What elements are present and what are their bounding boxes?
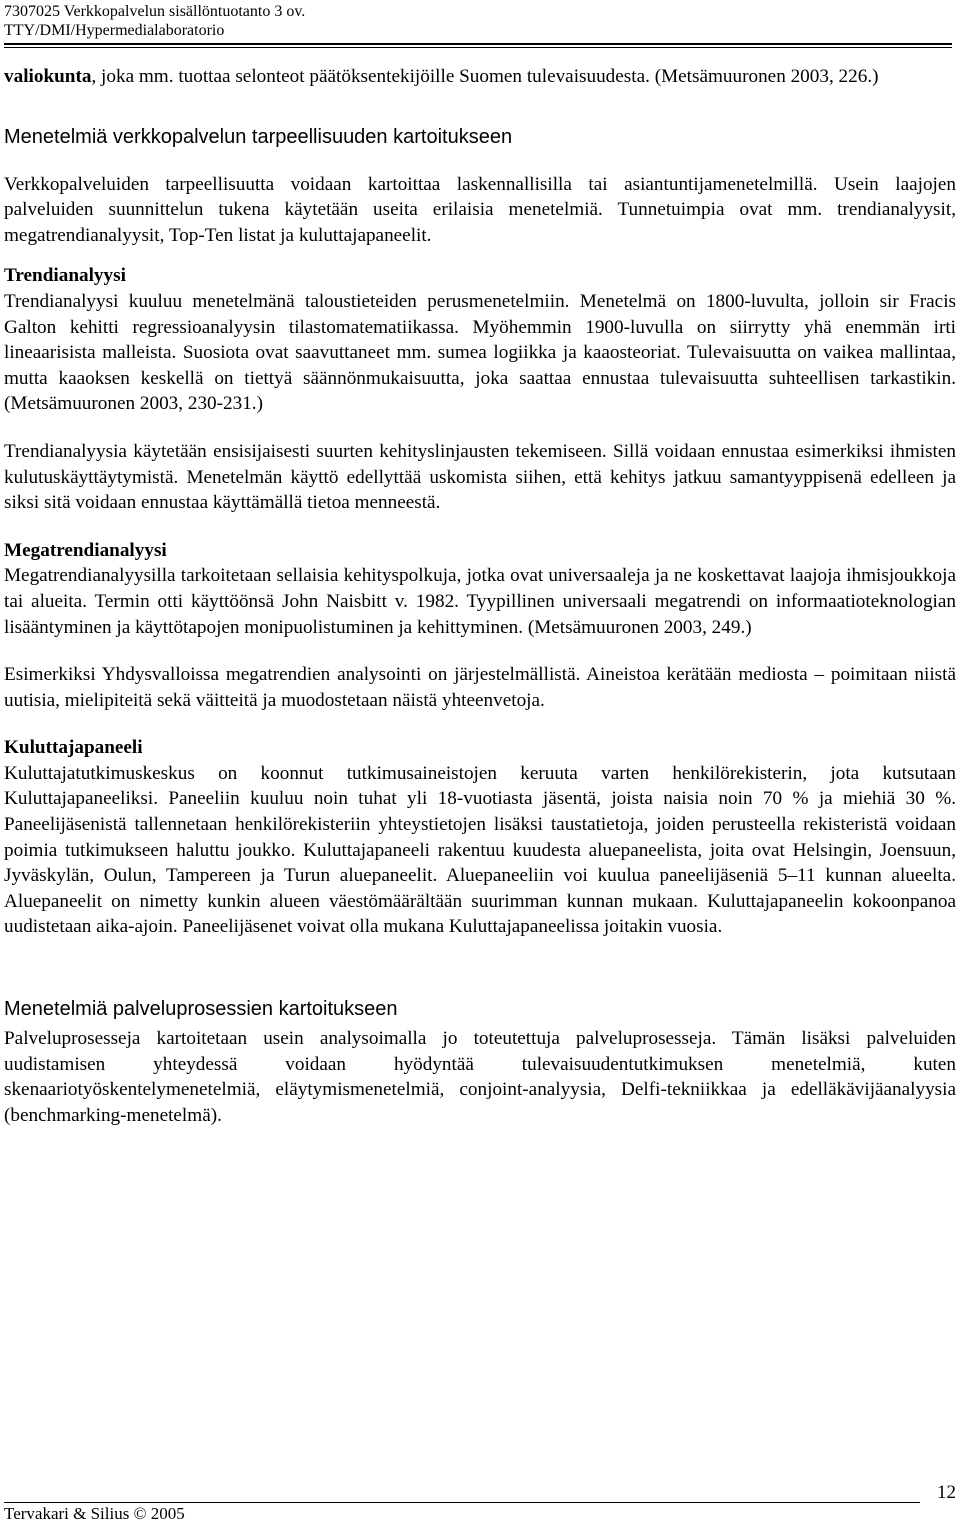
intro-text: , joka mm. tuottaa selonteot päätöksentekijöille Suomen tulevaisuudesta. (Metsämuuronen 2003, 226.) (91, 66, 879, 87)
mega-paragraph-2: Esimerkiksi Yhdysvalloissa megatrendien analysointi on järjestelmällistä. Aineistoa kerätään mediosta – poimitaan niistä uutisia, mielipiteitä sekä väitteitä ja muodostetaan näistä yhteenvetoja. (4, 664, 956, 711)
subheading-mega: Megatrendianalyysi (4, 539, 167, 561)
mega-paragraph-1: Megatrendianalyysilla tarkoitetaan sellaisia kehityspolkuja, jotka ovat universaaleja ja ne koskettavat laajoja ihmisjoukkoja tai alueita. Termin otti käyttöönsä John Naisbitt v. 1982. Tyypillinen universaali megatrendi on informaatioteknologian lisääntyminen ja käyttötapojen monipuolistuminen ja kehittyminen. (Metsämuuronen 2003, 249.) (4, 565, 956, 638)
footer-rule (4, 1502, 920, 1503)
intro-bold-term: valiokunta (4, 66, 92, 87)
course-title: 7307025 Verkkopalvelun sisällöntuotanto 3 ov. (4, 3, 306, 20)
needs-text: Verkkopalveluiden tarpeellisuutta voidaan kartoittaa laskennallisilla tai asiantuntijamenetelmillä. Usein laajojen palveluiden suunnittelun tukena käytetään useita erilaisia menetelmiä. (4, 173, 956, 221)
running-header (4, 2, 956, 40)
running-footer (4, 1484, 956, 1524)
section-heading-needs: Menetelmiä verkkopalvelun tarpeellisuuden kartoitukseen (4, 125, 513, 148)
header-rule (4, 43, 952, 48)
needs-text-2: Tunnetuimpia ovat mm. trendianalyysit, megatrendianalyysit, Top-Ten listat ja kuluttajapaneelit. (4, 199, 956, 246)
trend-paragraph-2: Trendianalyysia käytetään ensisijaisesti suurten kehityslinjausten tekemiseen. Sillä voidaan ennustaa esimerkiksi ihmisten kulutuskäyttäytymistä. Menetelmän käyttö edellyttää uskomista siihen, että kehitys jatkuu samantyyppisenä edelleen ja siksi sitä voidaan ennustaa käyttämällä tietoa menneestä. (4, 440, 956, 514)
trend-paragraph-1: Trendianalyysi kuuluu menetelmänä taloustieteiden perusmenetelmiin. Menetelmä on 1800-luvulta, jolloin sir Fracis Galton kehitti regressioanalyysin tilastomatematiikassa. Myöhemmin 1900-luvulla on siirrytty yhä enemmän irti lineaarisista malleista. Suosiota ovat saavuttaneet mm. sumea logiikka ja kaaosteoriat. Tulevaisuutta on vaikea mallintaa, mutta kaaoksen keskellä on tiettyä säännönmukaisuutta, joka saattaa ennustaa tulevaisuutta suhteellisen tarkastikin. (Metsämuuronen 2003, 230-231.) (4, 290, 956, 415)
section-heading-processes: Menetelmiä palveluprosessien kartoitukseen (4, 998, 398, 1021)
document-body (4, 64, 956, 1128)
department: TTY/DMI/Hypermedialaboratorio (4, 22, 225, 39)
footer-authors: Tervakari & Silius © 2005 (4, 1504, 185, 1523)
page-number: 12 (937, 1482, 956, 1503)
subheading-panel: Kuluttajapaneeli (4, 737, 143, 759)
needs-paragraph (4, 172, 956, 249)
processes-paragraph: Palveluprosesseja kartoitetaan usein analysoimalla jo toteutettuja palveluprosesseja. Tämän lisäksi palveluiden uudistamisen yhteydessä voidaan hyödyntää tulevaisuudentutkimuksen menetelmiä, kuten skenaariotyöskentelymenetelmiä, eläytymismenetelmiä, conjoint-analyysia, Delfi-tekniikkaa ja edelläkävijäanalyysia (benchmarking-menetelmä). (4, 1028, 956, 1126)
subheading-trend: Trendianalyysi (4, 265, 126, 287)
intro-paragraph (4, 64, 956, 90)
panel-paragraph: Kuluttajatutkimuskeskus on koonnut tutkimusaineistojen keruuta varten henkilörekisterin, jota kutsutaan Kuluttajapaneeliksi. Paneeliin kuuluu noin tuhat yli 18-vuotiasta jäsentä, joista naisia noin 70 % ja miehiä 30 %. Paneelijäsenistä tallennetaan henkilörekisteriin yhteystietojen lisäksi taustatietoja, joiden perusteella rekisteristä voidaan poimia tutkimukseen haluttu joukko. Kuluttajapaneeli rakentuu kuudesta aluepaneelista, joita ovat Helsingin, Joensuun, Jyväskylän, Oulun, Tampereen ja Turun aluepaneelit. Aluepaneeliin voi kuulua paneelijäseniä 5–11 kunnan alueelta. Aluepaneelit on nimetty kunkin alueen väestömäärältään suurimman kunnan mukaan. Kuluttajapaneelin kokoonpanoa uudistetaan aika-ajoin. Paneelijäsenet voivat olla mukana Kuluttajapaneelissa joitakin vuosia. (4, 762, 956, 938)
